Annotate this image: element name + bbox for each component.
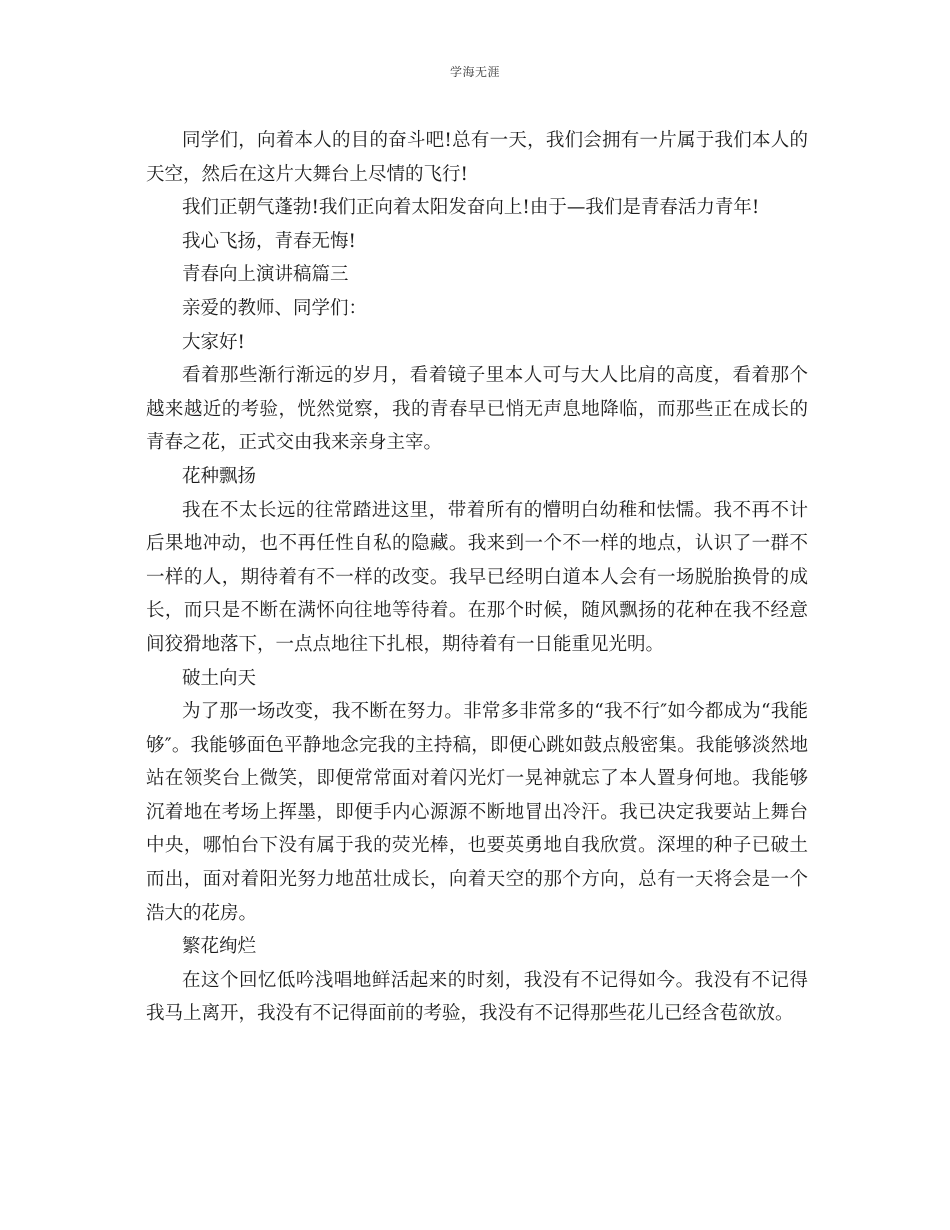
paragraph: 我在不太长远的往常踏进这里，带着所有的懵明白幼稚和怯懦。我不再不计后果地冲动，也不再任性自私的隐藏。我来到一个不一样的地点，认识了一群不一样的人，期待着有不一样的改变。我早已经明白道本人会有一场脱胎换骨的成长，而只是不断在满怀向往地等待着。在那个时候，随风飘扬的花种在我不经意间狡猾地落下，一点点地往下扎根，期待着有一日能重见光明。	[146, 499, 808, 655]
paragraph: 看着那些渐行渐远的岁月，看着镜子里本人可与大人比肩的高度，看着那个越来越近的考验，恍然觉察，我的青春早已悄无声息地降临，而那些正在成长的青春之花，正式交由我来亲身主宰。	[146, 365, 808, 454]
paragraph: 我们正朝气蓬勃!我们正向着太阳发奋向上!由于—我们是青春活力青年!	[182, 197, 760, 219]
subheading: 花种飘扬	[182, 465, 257, 487]
section-title: 青春向上演讲稿篇三	[182, 264, 349, 286]
page-header: 学海无涯	[449, 65, 500, 79]
subheading: 破土向天	[182, 667, 257, 689]
paragraph: 同学们，向着本人的目的奋斗吧!总有一天，我们会拥有一片属于我们本人的天空，然后在这片大舞台上尽情的飞行!	[146, 130, 808, 185]
paragraph: 我心飞扬，青春无悔!	[182, 230, 356, 252]
document-body	[146, 124, 808, 1031]
paragraph: 在这个回忆低吟浅唱地鲜活起来的时刻，我没有不记得如今。我没有不记得我马上离开，我没有不记得面前的考验，我没有不记得那些花儿已经含苞欲放。	[146, 969, 808, 1025]
paragraph: 为了那一场改变，我不断在努力。非常多非常多的“我不行″如今都成为“我能够″。我能够面色平静地念完我的主持稿，即便心跳如鼓点般密集。我能够淡然地站在领奖台上微笑，即便常常面对着闪光灯一晃神就忘了本人置身何地。我能够沉着地在考场上挥墨，即便手内心源源不断地冒出冷汗。我已决定我要站上舞台中央，哪怕台下没有属于我的荧光棒，也要英勇地自我欣赏。深埋的种子已破土而出，面对着阳光努力地茁壮成长，向着天空的那个方向，总有一天将会是一个浩大的花房。	[146, 701, 808, 924]
greeting: 大家好!	[182, 331, 245, 353]
subheading: 繁花绚烂	[182, 936, 257, 958]
salutation: 亲爱的教师、同学们：	[182, 297, 368, 319]
